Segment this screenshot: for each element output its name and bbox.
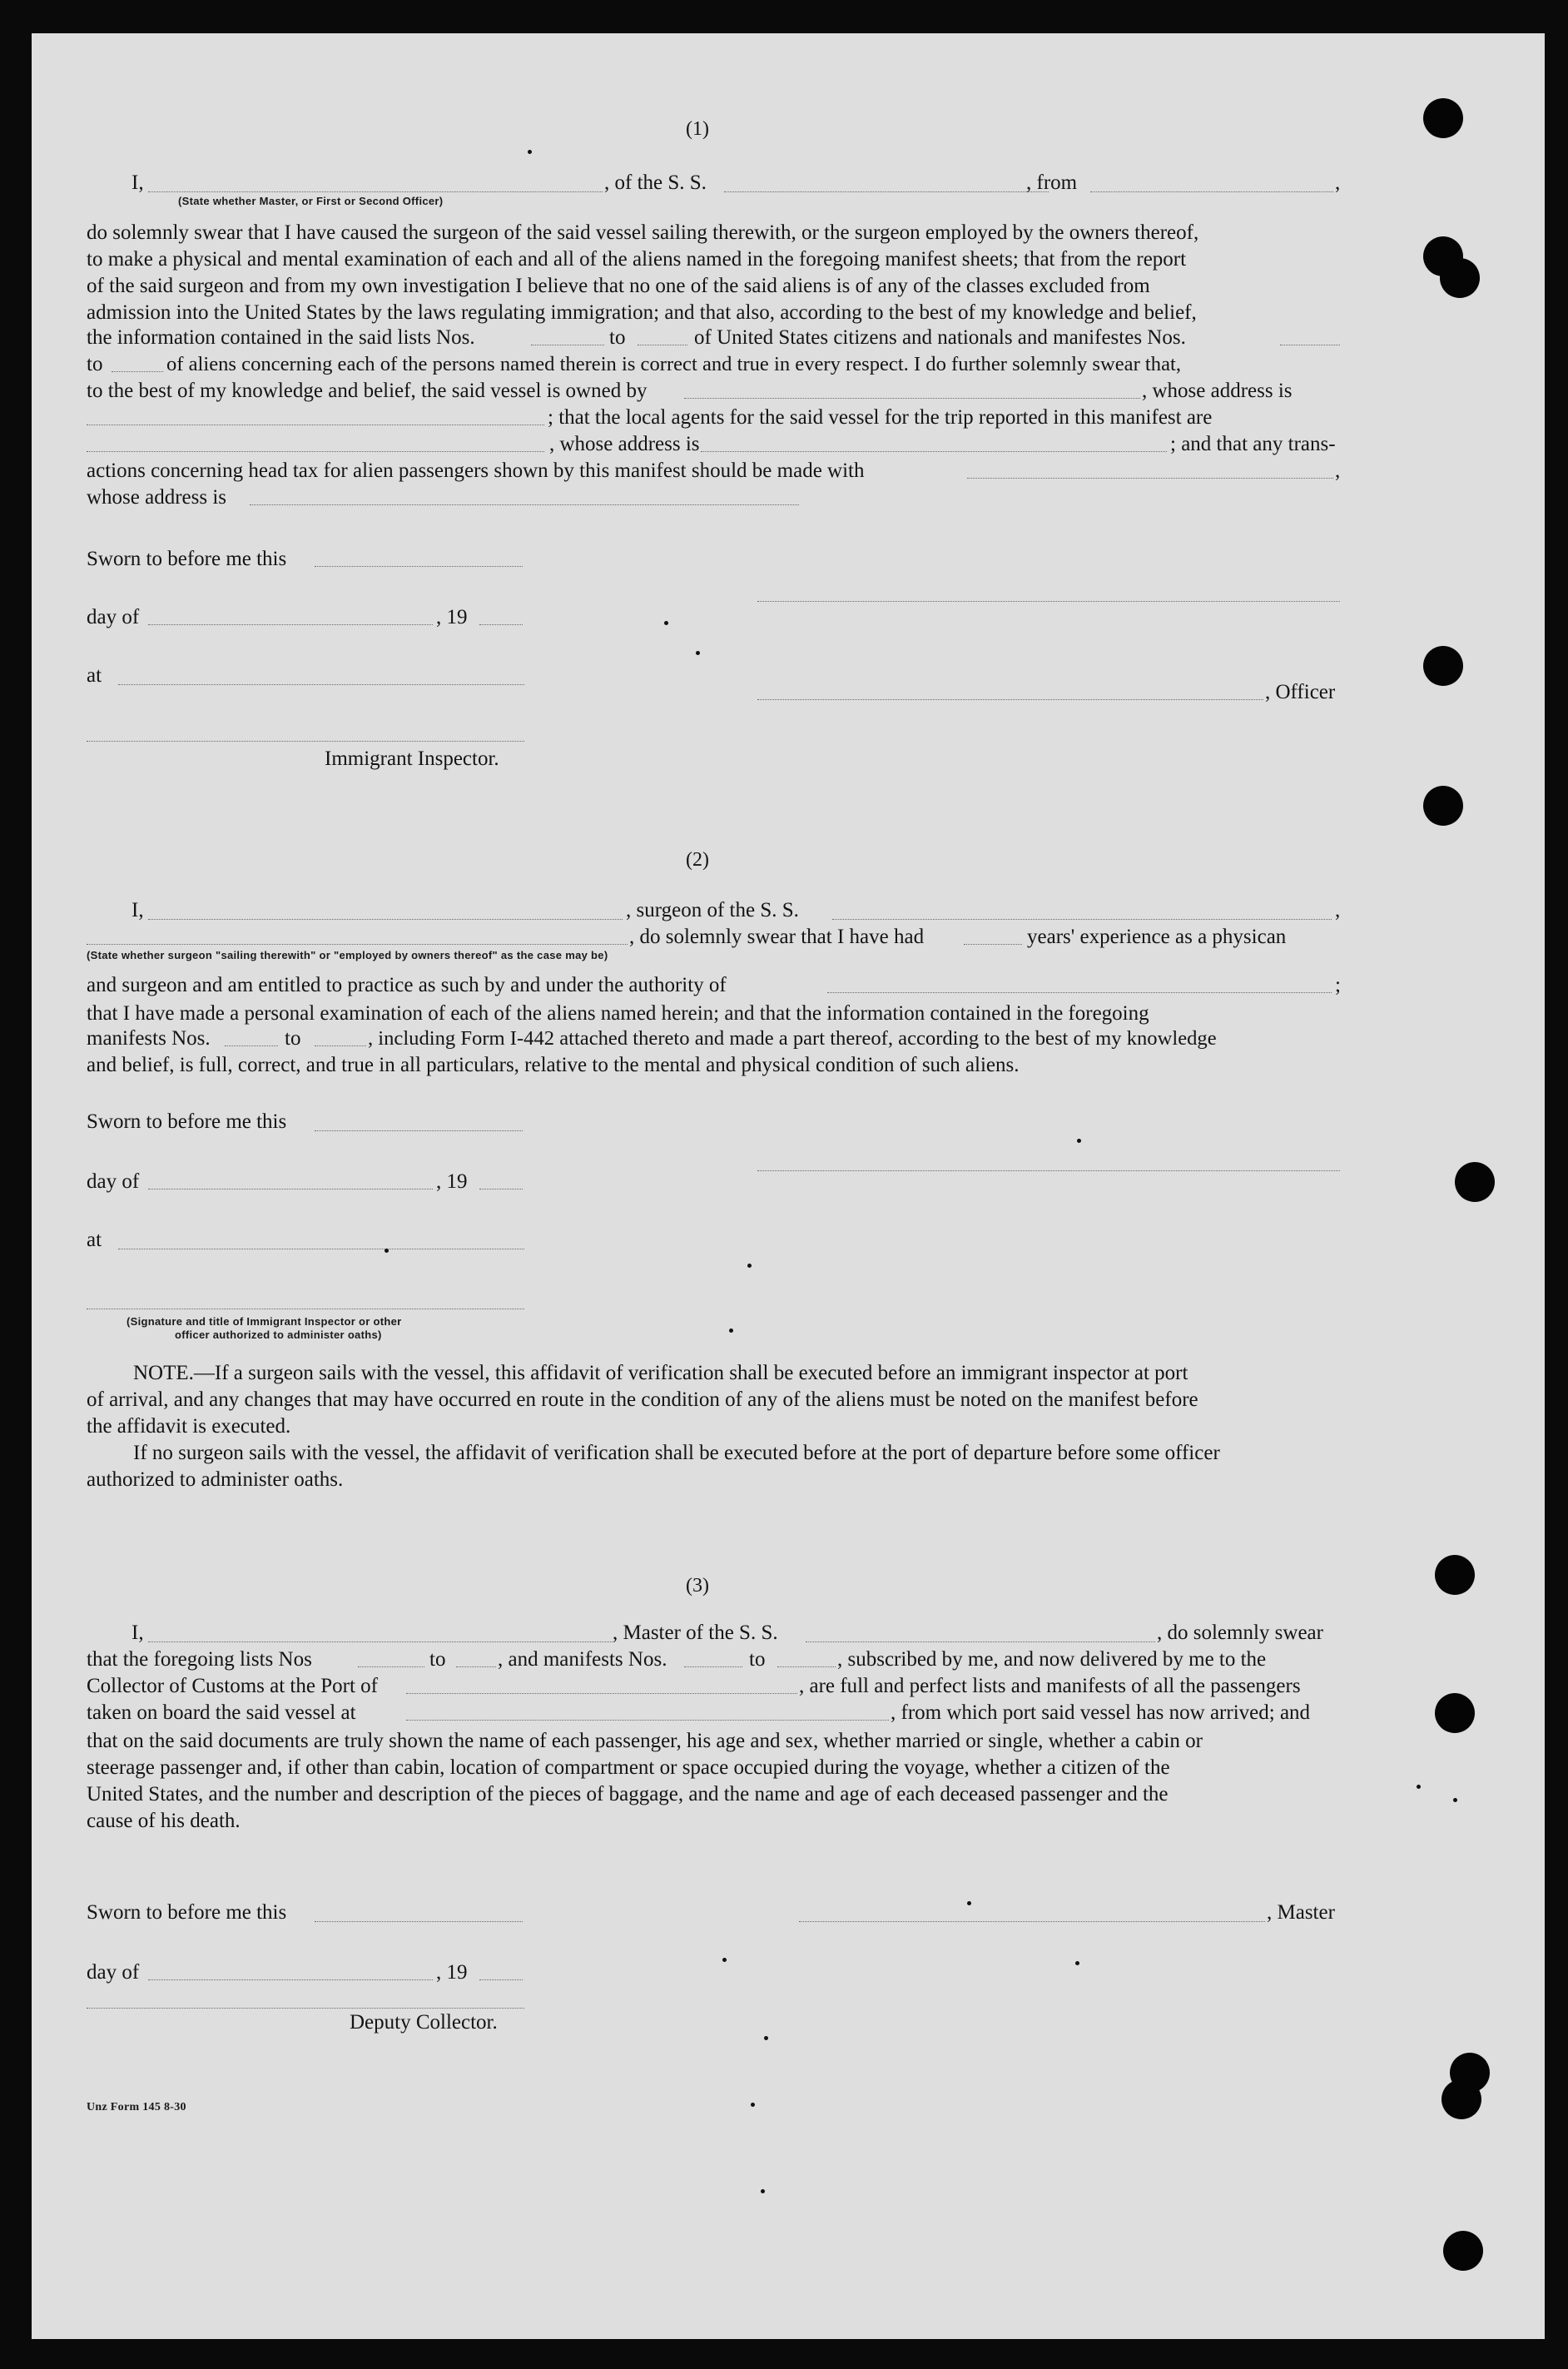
punch-hole — [1435, 1693, 1475, 1733]
scan-speck — [761, 2189, 765, 2193]
s2-day-of-label: day of — [87, 1170, 140, 1193]
s3-body-line-2: steerage passenger and, if other than cabin, location of compartment or space occupied during the voyage, whether a citizen of the — [87, 1756, 1170, 1779]
punch-hole — [1423, 786, 1463, 826]
s3-swear-text: , do solemnly swear — [1157, 1622, 1323, 1644]
s3-lists-to: to — [429, 1648, 446, 1671]
punch-hole — [1440, 258, 1480, 298]
form-id: Unz Form 145 8-30 — [87, 2101, 186, 2113]
s3-day-of-label: day of — [87, 1961, 140, 1984]
s2-at-label: at — [87, 1229, 102, 1251]
s2-sworn-label: Sworn to before me this — [87, 1110, 287, 1133]
s2-year-label: , 19 — [436, 1170, 468, 1193]
s2-body-line-2: that I have made a personal examination of each of the aliens named herein; and that the information contained in the foregoing — [87, 1002, 1149, 1025]
s1-final-address-label: whose address is — [87, 486, 227, 509]
s1-inspector-label: Immigrant Inspector. — [325, 747, 499, 770]
s3-lists-suffix: , subscribed by me, and now delivered by me to the — [837, 1648, 1267, 1671]
scan-speck — [1075, 1961, 1079, 1965]
form-sheet — [32, 33, 1545, 2339]
s2-signature-field[interactable] — [757, 1170, 1340, 1171]
s2-status-field[interactable] — [87, 944, 628, 945]
s3-body-line-3: United States, and the number and description of the pieces of baggage, and the name and age of each deceased passenger and the — [87, 1783, 1169, 1805]
s1-at-label: at — [87, 664, 102, 687]
s1-officer-field[interactable] — [757, 699, 1263, 700]
s3-port-field[interactable] — [406, 1693, 797, 1694]
s1-signature-field[interactable] — [757, 601, 1340, 602]
scan-speck — [764, 2036, 768, 2040]
s1-final-address-field[interactable] — [250, 504, 799, 505]
s1-aliens-to-field[interactable] — [112, 371, 163, 372]
s1-body-line-3: of the said surgeon and from my own investigation I believe that no one of the said aliens is of any of the classes excluded from — [87, 275, 1150, 297]
s1-aliens-text: of aliens concerning each of the persons named therein is correct and true in every respect. I do further solemnly swear that, — [166, 353, 1181, 375]
s2-surgeon-name-field[interactable] — [148, 919, 623, 920]
s1-head-tax-text: actions concerning head tax for alien passengers shown by this manifest should be made with — [87, 459, 865, 482]
s2-years-text: years' experience as a physican — [1027, 926, 1287, 948]
s2-manifests-suffix: , including Form I-442 attached thereto and made a part thereof, according to the best of my knowledge — [368, 1027, 1217, 1050]
s3-lists-to2: to — [749, 1648, 766, 1671]
s1-agents-text: ; that the local agents for the said vessel for the trip reported in this manifest are — [548, 406, 1213, 429]
s3-master-signature-field[interactable] — [799, 1921, 1265, 1922]
punch-hole — [1435, 1555, 1475, 1595]
s3-master-label: , Master — [1267, 1901, 1335, 1924]
s1-inspector-field[interactable] — [87, 741, 524, 742]
section-1-number: (1) — [686, 118, 709, 140]
scan-speck — [729, 1329, 733, 1333]
s1-from-port-field[interactable] — [1090, 191, 1333, 192]
s2-manifests-prefix: manifests Nos. — [87, 1027, 211, 1050]
s2-vessel-name-field[interactable] — [832, 919, 1332, 920]
s2-swear-text: , do solemnly swear that I have had — [629, 926, 925, 948]
s1-of-ss-label: , of the S. S. — [604, 171, 707, 194]
s1-at-field[interactable] — [118, 684, 524, 685]
scan-speck — [1417, 1785, 1421, 1789]
s1-year-field[interactable] — [479, 624, 523, 625]
s1-vessel-name-field[interactable] — [724, 191, 1049, 192]
s1-lists-suffix: of United States citizens and nationals and manifestes Nos. — [694, 326, 1186, 349]
s1-body-line-2: to make a physical and mental examination of each and all of the aliens named in the foregoing manifest sheets; that from the report — [87, 248, 1187, 271]
s3-oath-prefix: I, — [131, 1622, 144, 1644]
s3-body-line-1: that on the said documents are truly shown the name of each passenger, his age and sex, whether married or single, whether a cabin or — [87, 1730, 1203, 1752]
s3-vessel-name-field[interactable] — [806, 1641, 1155, 1642]
s2-vessel-comma: , — [1335, 899, 1341, 921]
s1-agents-field[interactable] — [87, 451, 544, 452]
scan-speck — [1077, 1139, 1081, 1143]
s3-lists-prefix: that the foregoing lists Nos — [87, 1648, 312, 1671]
scan-speck — [696, 651, 700, 655]
s1-head-tax-field[interactable] — [967, 478, 1333, 479]
s1-body-line-4: admission into the United States by the laws regulating immigration; and that also, according to the best of my knowledge and belief, — [87, 301, 1197, 324]
s3-deputy-label: Deputy Collector. — [350, 2011, 498, 2034]
s3-lists-to-field[interactable] — [456, 1666, 496, 1667]
s3-year-field[interactable] — [479, 1979, 523, 1980]
s2-manifests-to-field[interactable] — [315, 1045, 366, 1046]
s1-lists-prefix: the information contained in the said lists Nos. — [87, 326, 475, 349]
s2-body-line-3: and belief, is full, correct, and true in all particulars, relative to the mental and physical condition of such aliens. — [87, 1054, 1020, 1076]
s3-manifests-from-field[interactable] — [684, 1666, 742, 1667]
scan-speck — [664, 621, 668, 625]
s1-from-label: , from — [1026, 171, 1078, 194]
s3-taken-prefix: taken on board the said vessel at — [87, 1701, 356, 1724]
s2-surgeon-of-ss: , surgeon of the S. S. — [626, 899, 799, 921]
scan-speck — [751, 2103, 755, 2107]
s1-oath-prefix: I, — [131, 171, 144, 194]
punch-hole — [1443, 2231, 1483, 2271]
s3-collector-suffix: , are full and perfect lists and manifests of all the passengers — [799, 1675, 1301, 1697]
scan-speck — [722, 1958, 727, 1962]
s1-day-field[interactable] — [148, 624, 433, 625]
s2-signature-note-2: officer authorized to administer oaths) — [175, 1329, 382, 1341]
s2-sworn-field[interactable] — [315, 1130, 523, 1131]
scan-speck — [385, 1249, 389, 1253]
s1-day-of-label: day of — [87, 606, 140, 628]
s3-taken-suffix: , from which port said vessel has now arrived; and — [891, 1701, 1311, 1724]
s2-manifests-from-field[interactable] — [225, 1045, 278, 1046]
s2-authority-text: and surgeon and am entitled to practice as such by and under the authority of — [87, 974, 727, 996]
scan-speck — [747, 1264, 752, 1268]
s3-body-line-4: cause of his death. — [87, 1810, 241, 1832]
s1-agents-address-label: , whose address is — [549, 433, 700, 455]
s3-collector-prefix: Collector of Customs at the Port of — [87, 1675, 378, 1697]
punch-hole — [1455, 1162, 1495, 1202]
s1-aliens-to: to — [87, 353, 103, 375]
note-line-4: If no surgeon sails with the vessel, the affidavit of verification shall be executed before at the port of departure before some officer — [133, 1442, 1220, 1464]
punch-hole — [1423, 646, 1463, 686]
scan-speck — [1453, 1798, 1457, 1802]
s1-sworn-label: Sworn to before me this — [87, 548, 287, 570]
s2-authority-semicolon: ; — [1335, 974, 1341, 996]
s3-sworn-field[interactable] — [315, 1921, 523, 1922]
s1-officer-name-field[interactable] — [148, 191, 603, 192]
s1-sworn-field[interactable] — [315, 566, 523, 567]
s3-master-name-field[interactable] — [148, 1641, 613, 1642]
s1-agents-address-field[interactable] — [701, 451, 1167, 452]
section-3-number: (3) — [686, 1575, 709, 1597]
s3-day-field[interactable] — [148, 1979, 433, 1980]
note-paragraph-2 — [87, 1440, 1345, 1493]
s1-body-line-1: do solemnly swear that I have caused the surgeon of the said vessel sailing therewith, or the surgeon employed by the owners thereof, — [87, 221, 1199, 244]
s1-head-tax-comma: , — [1335, 459, 1341, 482]
s3-sworn-label: Sworn to before me this — [87, 1901, 287, 1924]
s1-owned-text: to the best of my knowledge and belief, the said vessel is owned by — [87, 380, 648, 402]
s3-deputy-signature-field[interactable] — [87, 2008, 524, 2009]
s1-year-label: , 19 — [436, 606, 468, 628]
scan-speck — [528, 150, 532, 154]
punch-hole — [1423, 98, 1463, 138]
note-line-5: authorized to administer oaths. — [87, 1468, 344, 1491]
s3-lists-from-field[interactable] — [358, 1666, 424, 1667]
s1-from-comma: , — [1335, 171, 1341, 194]
section-2-number: (2) — [686, 849, 709, 871]
s1-body — [87, 220, 1345, 326]
s3-year-label: , 19 — [436, 1961, 468, 1984]
note-line-3: the affidavit is executed. — [87, 1415, 291, 1438]
s3-lists-manifests: , and manifests Nos. — [498, 1648, 667, 1671]
s3-taken-port-field[interactable] — [406, 1720, 889, 1721]
s1-lists-to: to — [609, 326, 626, 349]
s3-body — [87, 1728, 1345, 1835]
s2-oath-prefix: I, — [131, 899, 144, 921]
s1-owner-field[interactable] — [684, 398, 1140, 399]
note-line-2: of arrival, and any changes that may have occurred en route in the condition of any of the aliens must be noted on the manifest before — [87, 1388, 1198, 1411]
s3-master-of-ss: , Master of the S. S. — [613, 1622, 778, 1644]
s3-manifests-to-field[interactable] — [777, 1666, 836, 1667]
s1-owner-address-label: , whose address is — [1142, 380, 1293, 402]
s2-manifests-to: to — [285, 1027, 301, 1050]
s1-officer-note: (State whether Master, or First or Second Officer) — [178, 195, 444, 207]
note-line-1: NOTE.—If a surgeon sails with the vessel, this affidavit of verification shall be executed before an immigrant inspector at port — [133, 1362, 1188, 1384]
s2-years-field[interactable] — [964, 944, 1022, 945]
scan-speck — [967, 1901, 971, 1905]
note-paragraph-1 — [87, 1360, 1345, 1440]
s2-signature-note-1: (Signature and title of Immigrant Inspector or other — [127, 1315, 402, 1328]
punch-hole — [1450, 2053, 1490, 2093]
s1-trans-text: ; and that any trans- — [1170, 433, 1336, 455]
s2-surgeon-note: (State whether surgeon "sailing therewith" or "employed by owners thereof" as the case may be) — [87, 949, 608, 961]
s1-officer-label: , Officer — [1265, 681, 1336, 703]
s2-authority-field[interactable] — [827, 992, 1332, 993]
